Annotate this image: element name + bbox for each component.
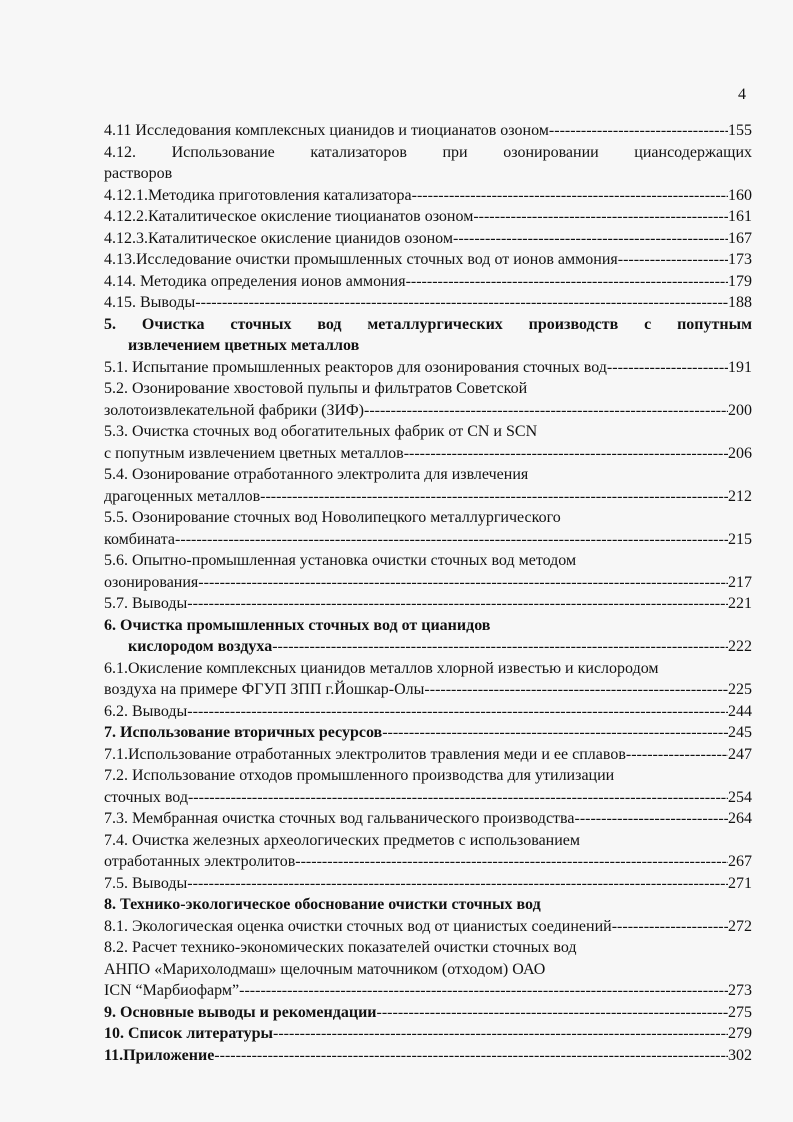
toc-entry-8-2 [104,980,752,1002]
toc-entry-page: 271 [728,874,752,892]
toc-entry-4-13 [104,249,752,271]
toc-entry-4-14 [104,271,752,293]
toc-entry-8-2-line1: 8.2. Расчет технико-экономических показателей очистки сточных вод [104,939,577,956]
toc-entry-text: 11.Приложение [104,1046,215,1064]
toc-entry-page: 225 [728,681,752,698]
toc-entry-text: 7.1.Использование отработанных электролитов травления меди и ее сплавов [104,745,626,763]
toc-entry-page: 222 [728,638,752,655]
toc-entry-page: 244 [728,702,752,720]
toc-entry-7-3 [104,808,752,830]
toc-entry-6-2 [104,701,752,723]
toc-entry-text: 4.12.3.Каталитическое окисление цианидов озоном [104,229,453,247]
chapter-9-title [104,1002,752,1024]
toc-entry-text: кислородом воздуха [128,638,273,655]
toc-entry-page: 247 [728,745,752,763]
toc-entry-text: 5.7. Выводы [104,595,188,612]
toc-entry-page: 302 [728,1046,752,1064]
toc-entry-text: с попутным извлечением цветных металлов [104,444,404,462]
toc-entry-page: 279 [728,1025,752,1042]
toc-entry-4-12-line1: 4.12. Использование катализаторов при озонировании циансодержащих [104,143,752,161]
toc-entry-page: 245 [728,724,752,741]
toc-entry-7-5 [104,873,752,895]
toc-entry-page: 264 [728,810,752,827]
chapter-6-title-line1: 6. Очистка промышленных сточных вод от цианидов [104,616,491,634]
toc-entry-text: 4.13.Исследование очистки промышленных сточных вод от ионов аммония [104,251,618,268]
chapter-11-title [104,1045,752,1067]
toc-entry-7-4-line1: 7.4. Очистка железных археологических предметов с использованием [104,831,581,849]
toc-entry-5-7 [104,593,752,615]
toc-entry-text: сточных вод [104,788,188,806]
toc-entry-text: 4.14. Методика определения ионов аммония [104,272,406,290]
toc-entry-page: 267 [728,853,752,870]
toc-entry-page: 275 [728,1003,752,1021]
toc-entry-5-3 [104,443,752,465]
toc-entry-text: 8.1. Экологическая оценка очистки сточных вод от цианистых соединений [104,917,612,935]
toc-entry-page: 173 [728,251,752,268]
toc-entry-page: 161 [728,208,752,225]
toc-entry-text: воздуха на примере ФГУП ЗПП г.Йошкар-Олы [104,681,425,698]
toc-entry-5-3-line1: 5.3. Очистка сточных вод обогатительных фабрик от CN и SCN [104,423,538,440]
chapter-7-title [104,722,752,744]
toc-entry-text: 4.12.2.Каталитическое окисление тиоцианатов озоном [104,208,474,225]
toc-entry-page: 217 [728,573,752,591]
toc-entry-6-1 [104,679,752,701]
toc-entry-text: ICN “Марбиофарм” [104,982,240,999]
chapter-5-title-line2: извлечением цветных металлов [128,337,360,354]
toc-entry-4-12-1 [104,185,752,207]
toc-entry-page: 206 [728,444,752,462]
chapter-6-title [104,636,752,658]
toc-entry-text: 10. Список литературы [104,1025,273,1042]
table-of-contents [104,120,752,1066]
toc-entry-5-1 [104,357,752,379]
toc-entry-8-2-line2: АНПО «Марихолодмаш» щелочным маточником (отходом) ОАО [104,960,546,978]
toc-entry-5-2-line1: 5.2. Озонирование хвостовой пульпы и фильтратов Советской [104,380,528,397]
toc-entry-text: отработанных электролитов [104,853,296,870]
toc-entry-8-1 [104,916,752,938]
toc-entry-5-6-line1: 5.6. Опытно-промышленная установка очистки сточных вод методом [104,552,577,569]
toc-entry-text: 9. Основные выводы и рекомендации [104,1003,377,1021]
toc-entry-page: 254 [728,788,752,806]
toc-entry-5-4 [104,486,752,508]
toc-entry-5-5 [104,529,752,551]
chapter-8-title: 8. Технико-экологическое обоснование очистки сточных вод [104,896,541,913]
toc-entry-text: 7.5. Выводы [104,874,188,892]
toc-entry-page: 273 [728,982,752,999]
toc-entry-4-15 [104,292,752,314]
toc-entry-page: 179 [728,272,752,290]
toc-entry-page: 212 [728,487,752,505]
chapter-10-title [104,1023,752,1045]
toc-entry-5-6 [104,572,752,594]
toc-entry-page: 167 [728,229,752,247]
toc-entry-7-1 [104,744,752,766]
toc-entry-page: 188 [728,294,752,311]
toc-entry-page: 221 [728,595,752,612]
toc-entry-text: драгоценных металлов [104,487,261,505]
toc-entry-text: 7. Использование вторичных ресурсов [104,724,383,741]
toc-entry-5-2 [104,400,752,422]
toc-entry-page: 200 [728,401,752,419]
toc-entry-4-12-line2: растворов [104,165,173,182]
page-number: 4 [738,86,746,103]
toc-entry-5-4-line1: 5.4. Озонирование отработанного электролита для извлечения [104,466,529,483]
toc-entry-text: 4.11 Исследования комплексных цианидов и тиоцианатов озоном [104,122,549,139]
toc-entry-text: 4.15. Выводы [104,294,196,311]
toc-entry-4-12-3 [104,228,752,250]
toc-entry-text: 5.1. Испытание промышленных реакторов для озонирования сточных вод [104,358,607,376]
toc-entry-4-12-2 [104,206,752,228]
toc-entry-text: 7.3. Мембранная очистка сточных вод гальванического производства [104,810,575,827]
toc-entry-page: 215 [728,530,752,548]
toc-entry-page: 272 [728,917,752,935]
toc-entry-text: 4.12.1.Методика приготовления катализатора [104,186,412,204]
toc-entry-page: 191 [728,358,752,376]
toc-entry-6-1-line1: 6.1.Окисление комплексных цианидов металлов хлорной известью и кислородом [104,659,659,677]
toc-entry-text: золотоизвлекательной фабрики (ЗИФ) [104,401,364,419]
toc-entry-7-4 [104,851,752,873]
toc-entry-page: 160 [728,186,752,204]
toc-entry-7-2 [104,787,752,809]
toc-entry-text: 6.2. Выводы [104,702,188,720]
toc-entry-text: комбината [104,530,176,548]
toc-entry-4-11 [104,120,752,142]
toc-entry-page: 155 [728,122,752,139]
toc-entry-7-2-line1: 7.2. Использование отходов промышленного производства для утилизации [104,767,615,784]
chapter-5-title-line1: 5. Очистка сточных вод металлургических производств с попутным [104,315,752,333]
toc-entry-text: озонирования [104,573,199,591]
toc-entry-5-5-line1: 5.5. Озонирование сточных вод Новолипецкого металлургического [104,509,561,526]
